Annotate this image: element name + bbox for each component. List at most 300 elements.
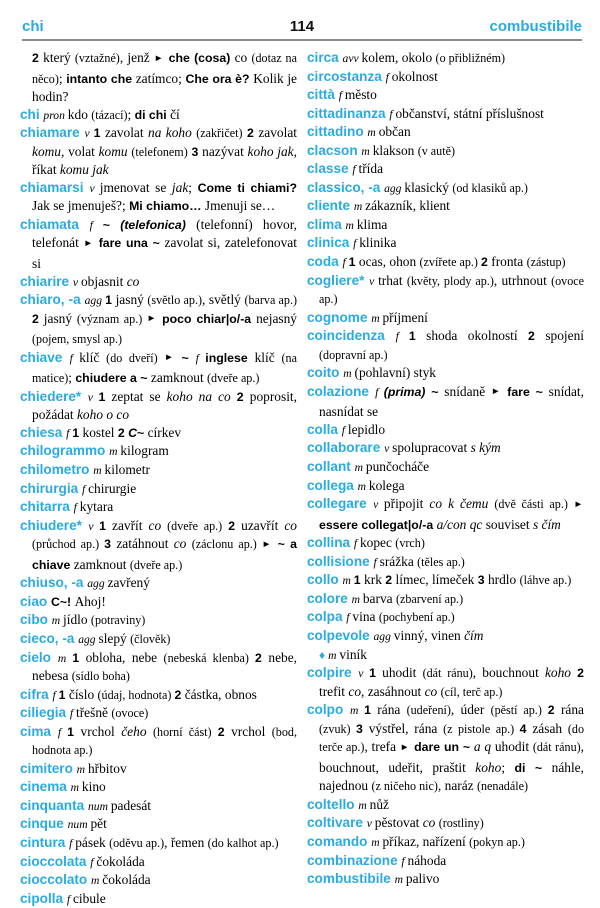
text-run: příjmení — [382, 309, 428, 325]
pos-label: m — [357, 479, 369, 493]
bold-text: 2 — [528, 329, 546, 344]
text-run: hrdlo — [487, 572, 520, 588]
dictionary-entry — [307, 458, 584, 477]
dictionary-entry — [307, 383, 584, 421]
headword: chiedere* — [20, 388, 88, 404]
text-run: zavřít — [112, 517, 149, 533]
collocation: co k čemu — [429, 496, 495, 512]
text-run: kolega — [368, 477, 405, 493]
text-run: vina — [352, 609, 379, 625]
text-run: zatímco; — [135, 70, 186, 86]
pos-label: f — [395, 330, 409, 344]
headword: chiamarsi — [20, 179, 90, 195]
text-run: Kolik je hodin? — [32, 70, 297, 105]
text-run: církev — [147, 424, 182, 440]
text-run: uzavřít — [241, 517, 285, 533]
pos-label: f — [57, 725, 68, 739]
headword: chirurgia — [20, 480, 82, 496]
text-run: jasný — [115, 292, 148, 308]
text-run: klinika — [359, 235, 397, 251]
gloss: (těles ap.) — [417, 554, 465, 569]
text-run: klasický — [404, 179, 453, 195]
headword: colpo — [307, 702, 350, 718]
dictionary-entry — [307, 495, 584, 534]
text-run: fronta — [491, 254, 527, 270]
pos-label: f — [66, 892, 73, 906]
bold-text: 1 — [408, 329, 427, 344]
headword: chiudere* — [20, 517, 89, 533]
bold-text: ~ — [431, 384, 445, 399]
text-run: výstřel, rána — [368, 720, 444, 736]
pos-label: m — [351, 592, 363, 606]
headword: comando — [307, 833, 372, 849]
pos-label: pron — [43, 108, 68, 122]
dictionary-entry — [307, 179, 584, 198]
gloss: (zbarvení ap.) — [395, 591, 464, 606]
text-run: cibule — [72, 890, 106, 906]
bold-text: 2 — [255, 650, 269, 665]
text-run: jasný — [43, 310, 77, 326]
text-run: zavolat si, zatelefonovat si — [32, 235, 297, 272]
pos-label: agg — [78, 632, 99, 646]
pos-label: f — [352, 163, 359, 177]
text-run: kilometr — [104, 462, 150, 478]
headword: chiarire — [20, 273, 73, 289]
headword: ciliegia — [20, 705, 70, 721]
text-run: jmenovat se — [99, 179, 172, 195]
pos-label: m — [51, 614, 64, 628]
dictionary-entry — [307, 309, 584, 328]
collocation: co — [422, 815, 439, 831]
pos-label: m — [367, 126, 379, 140]
bold-text: 1 — [348, 255, 359, 270]
pos-label: v — [373, 498, 384, 512]
dictionary-entry — [307, 627, 584, 664]
bold-text: 1 — [105, 293, 116, 308]
text-run: náhle, najednou — [319, 759, 584, 794]
pos-label: v — [89, 181, 100, 195]
dictionary-entry — [20, 723, 297, 760]
text-run: zavřený — [107, 575, 150, 591]
text-run: občanství, státní příslušnost — [395, 105, 544, 121]
headword: chiuso, -a — [20, 575, 88, 591]
text-run: třída — [358, 161, 384, 177]
gloss: (od klasiků ap.) — [452, 180, 528, 195]
headword: cinque — [20, 816, 68, 832]
text-run: kytara — [79, 499, 114, 515]
pos-label: f — [69, 351, 80, 365]
bold-text: 4 — [519, 721, 533, 736]
dictionary-entry — [20, 649, 297, 686]
gloss: (o přibližném) — [435, 51, 506, 65]
dictionary-entry — [20, 498, 297, 517]
gloss: (z ničeho nic) — [371, 779, 438, 794]
text-run: zamknout — [150, 370, 208, 386]
dictionary-entry — [307, 272, 584, 309]
collocation: komu jak — [59, 162, 109, 178]
headword: chiesa — [20, 424, 67, 440]
bold-text: 2 — [236, 389, 250, 404]
bold-text: poco chiar|o/-a — [157, 311, 257, 326]
dictionary-entry — [20, 890, 297, 908]
bold-text: inglese — [205, 350, 255, 365]
text-run: zavolat — [104, 125, 148, 141]
dictionary-entry — [20, 760, 297, 779]
headword: clima — [307, 216, 346, 232]
header-last-headword: combustibile — [489, 18, 583, 35]
dictionary-entry — [307, 439, 584, 458]
collocation: co — [173, 536, 192, 552]
bold-italic-text: (prima) — [383, 384, 432, 399]
bold-text: 3 — [187, 144, 203, 159]
headword: chiamata — [20, 216, 90, 232]
text-run: zatáhnout — [116, 536, 174, 552]
dictionary-entry — [307, 833, 584, 852]
text-run: nejasný — [256, 310, 297, 326]
text-run: kolem, okolo — [361, 50, 436, 65]
collocation: koho jak — [247, 143, 294, 159]
gloss: (květy, plody ap.) — [406, 273, 494, 288]
headword: chiave — [20, 349, 70, 365]
dictionary-entry — [20, 106, 297, 125]
bold-text: C~! — [50, 594, 75, 609]
gloss: (význam ap.) — [76, 311, 147, 326]
gloss: (dveře ap.) — [167, 518, 223, 533]
pos-label: f — [341, 423, 348, 437]
gloss: (člověk) — [130, 631, 171, 646]
gloss: (na matice) — [32, 350, 297, 386]
pos-label: m — [109, 445, 121, 459]
pos-label: f — [385, 70, 392, 84]
text-run: nebe, nebesa — [32, 649, 298, 684]
bold-text: essere collegat|o/-a — [319, 517, 437, 532]
arrow-icon: ► — [399, 742, 411, 753]
headword: coincidenza — [307, 328, 396, 344]
gloss: (zvuk) — [319, 721, 357, 736]
arrow-icon: ► — [573, 499, 585, 510]
text-run: srážka — [379, 553, 418, 569]
pos-label: f — [73, 501, 80, 515]
pos-label: f — [69, 707, 76, 721]
text-run: Jmenuji se… — [204, 198, 276, 214]
dictionary-entry — [20, 461, 297, 480]
headword: chilogrammo — [20, 443, 110, 459]
pos-label: f — [373, 555, 380, 569]
dictionary-entry — [20, 349, 297, 388]
text-run: čokoláda — [96, 853, 145, 869]
headword: clinica — [307, 235, 354, 251]
dictionary-entry — [307, 421, 584, 440]
text-run: zeptat se — [111, 388, 167, 404]
headword: coltello — [307, 796, 359, 812]
pos-label: f — [338, 89, 345, 103]
text-run: ; — [68, 370, 76, 386]
dictionary-entry — [307, 814, 584, 833]
text-run: , naráz — [437, 778, 477, 794]
dictionary-entry — [307, 534, 584, 553]
text-run: náhoda — [407, 852, 447, 868]
pos-label: v — [384, 442, 393, 456]
text-run: kino — [81, 779, 106, 795]
headword: combustibile — [307, 871, 395, 887]
text-run: , volat — [61, 143, 99, 159]
dictionary-entry — [20, 686, 297, 705]
bold-text: 2 — [242, 126, 259, 141]
pos-label: f — [195, 351, 206, 365]
text-run: rána — [560, 702, 584, 718]
headword: cinquanta — [20, 797, 88, 813]
pos-label: agg — [373, 629, 394, 643]
dictionary-entry — [307, 571, 584, 590]
collocation: komu — [98, 143, 132, 159]
headword: classe — [307, 161, 353, 177]
gloss: (dvě části ap.) — [494, 497, 574, 512]
bold-text: 2 — [547, 703, 561, 718]
column-left — [20, 49, 297, 908]
text-run: snídaně — [444, 383, 491, 399]
collocation: co — [424, 683, 441, 699]
gloss: (údaj, hodnota) — [97, 687, 175, 702]
bold-italic-text: (telefonica) — [120, 217, 197, 232]
bold-text: 1 — [99, 518, 113, 533]
dictionary-entry — [20, 574, 297, 593]
bold-italic-text: C — [128, 425, 137, 440]
text-run: ; — [58, 70, 67, 86]
bold-text: 3 — [104, 537, 117, 552]
pos-label: m — [345, 218, 357, 232]
headword: cibo — [20, 612, 52, 628]
collocation: čím — [464, 627, 484, 643]
gloss: (záclonu ap.) — [191, 537, 262, 552]
bold-text: intanto che — [66, 71, 136, 86]
text-run: uhodit — [382, 665, 423, 681]
dictionary-entry — [20, 853, 297, 872]
collocation: s čím — [532, 516, 561, 532]
running-header — [20, 18, 584, 39]
dictionary-entry — [307, 142, 584, 161]
pos-label: m — [91, 874, 103, 888]
gloss: (do terče ap.) — [319, 721, 584, 755]
text-run: palivo — [405, 871, 440, 887]
pos-label: agg — [87, 577, 108, 591]
bold-text: che (cosa) — [164, 51, 235, 65]
text-run: klakson — [372, 142, 418, 158]
gloss: (do kalhot ap.) — [207, 835, 279, 850]
headword: cimitero — [20, 760, 77, 776]
pos-label: m — [76, 762, 88, 776]
collocation: koho — [544, 665, 578, 681]
text-run: límec, límeček — [395, 572, 478, 588]
dictionary-entry — [20, 517, 297, 575]
headword: collo — [307, 572, 343, 588]
dictionary-entry — [20, 611, 297, 630]
bold-text: 1 — [353, 573, 365, 588]
dictionary-entry — [307, 553, 584, 572]
gloss: (zvířete ap.) — [419, 255, 481, 270]
bold-text: 2 — [174, 687, 185, 702]
dictionary-entry — [20, 834, 297, 853]
entry-continuation — [20, 49, 297, 106]
dictionary-entry — [307, 608, 584, 627]
bold-text: 2 — [222, 518, 242, 533]
pos-label: v — [87, 390, 99, 404]
pos-label: m — [361, 144, 373, 158]
gloss: (bod, hodnota ap.) — [32, 724, 297, 758]
headword: cognome — [307, 309, 372, 325]
pos-label: m — [349, 704, 365, 718]
gloss: (láhve ap.) — [519, 573, 572, 588]
dictionary-entry — [307, 664, 584, 701]
text-run: částka, obnos — [184, 686, 257, 702]
dictionary-entry — [307, 49, 584, 68]
gloss: (pochybení ap.) — [378, 610, 455, 625]
dictionary-entry — [20, 704, 297, 723]
text-run: klima — [356, 216, 388, 232]
text-run: kopec — [359, 535, 396, 551]
text-run: lepidlo — [347, 421, 386, 437]
gloss: (potraviny) — [90, 613, 146, 628]
text-run: chirurgie — [88, 480, 137, 496]
dictionary-entry — [20, 480, 297, 499]
pos-label: m — [371, 311, 383, 325]
text-run: (pohlavní) styk — [354, 365, 436, 381]
pos-label: num — [87, 799, 111, 813]
text-run: , jenž — [119, 50, 154, 65]
text-run: zákazník, klient — [365, 198, 450, 214]
dictionary-entry — [20, 273, 297, 292]
headword: collegare — [307, 496, 374, 512]
headword: combinazione — [307, 852, 402, 868]
bold-text: fare ~ — [501, 384, 549, 399]
pos-label: m — [57, 651, 73, 665]
text-columns — [20, 49, 584, 908]
text-run: ; — [501, 759, 515, 775]
gloss: (pojem, smysl ap.) — [32, 332, 123, 347]
pos-label: f — [401, 854, 408, 868]
bold-text: Mi chiamo… — [129, 199, 205, 214]
bold-text: 1 — [67, 724, 81, 739]
bold-text: ~ — [102, 217, 121, 232]
dictionary-entry — [307, 86, 584, 105]
headword: ciao — [20, 593, 51, 609]
collocation: a/con qc — [436, 516, 486, 532]
dictionary-entry — [307, 796, 584, 815]
pos-label: f — [81, 482, 89, 496]
text-run: zamknout — [73, 556, 130, 572]
text-run: který — [43, 50, 75, 65]
pos-label: f — [90, 855, 97, 869]
text-run: kdo — [67, 106, 92, 122]
pos-label: f — [66, 426, 73, 440]
pos-label: v — [369, 274, 379, 288]
gloss: (udeření) — [406, 703, 451, 718]
bold-text: 3 — [356, 721, 369, 736]
dictionary-entry — [20, 593, 297, 612]
page-number: 114 — [289, 18, 315, 35]
collocation: koho na co — [166, 388, 237, 404]
dictionary-entry — [307, 327, 584, 364]
headword: cittadinanza — [307, 105, 390, 121]
text-run: vrchol — [80, 723, 122, 739]
text-run: hřbitov — [87, 760, 127, 776]
bold-text: 2 — [480, 255, 492, 270]
gloss: (oděvu ap.) — [109, 835, 165, 850]
gloss: (telefonem) — [131, 144, 188, 159]
bold-text: Che ora è? — [185, 71, 254, 86]
header-first-headword: chi — [22, 18, 44, 35]
gloss: (z pistole ap.) — [443, 721, 520, 736]
text-run: třešně — [76, 705, 112, 721]
dictionary-entry — [307, 160, 584, 179]
headword: chiamare — [20, 125, 85, 141]
dictionary-entry — [20, 124, 297, 179]
text-run: snídat, nasnídat se — [319, 383, 584, 420]
dictionary-entry — [307, 234, 584, 253]
bold-text: 2 — [32, 311, 44, 326]
text-run: rána — [377, 702, 407, 718]
gloss: (ovoce) — [111, 706, 149, 721]
pos-label: f — [375, 385, 384, 399]
headword: cinema — [20, 779, 71, 795]
text-run: pásek — [75, 834, 110, 850]
pos-label: v — [88, 519, 100, 533]
headword: cogliere* — [307, 272, 370, 288]
text-run: kilogram — [120, 443, 169, 459]
dictionary-entry — [20, 778, 297, 797]
text-run: viník — [339, 646, 367, 662]
text-run: nůž — [369, 796, 389, 812]
collocation: co — [126, 273, 140, 289]
gloss: (dotaz na něco) — [32, 51, 297, 86]
pos-label: m — [343, 367, 355, 381]
text-run: nazývat — [202, 143, 248, 159]
dictionary-entry — [307, 105, 584, 124]
dictionary-entry — [20, 797, 297, 816]
text-run: souviset — [485, 516, 533, 532]
text-run: barva — [362, 590, 396, 606]
text-run: pěstovat — [374, 815, 423, 831]
bold-text: fare una ~ — [93, 236, 165, 251]
gloss: (barva ap.) — [244, 293, 298, 308]
dictionary-entry — [307, 477, 584, 496]
headword: cima — [20, 723, 58, 739]
gloss: (pokyn ap.) — [469, 834, 525, 849]
dictionary-entry — [307, 701, 584, 796]
bold-text: dare un ~ — [410, 740, 474, 755]
dictionary-entry — [307, 253, 584, 272]
bold-text: 2 — [577, 666, 585, 681]
headword: coda — [307, 254, 343, 270]
dictionary-entry — [307, 870, 584, 889]
collocation: koho o co — [76, 407, 130, 423]
text-run: Ahoj! — [74, 593, 106, 609]
dictionary-entry — [20, 291, 297, 349]
pos-label: v — [358, 667, 370, 681]
headword: collega — [307, 477, 358, 493]
bold-text: 3 — [477, 573, 488, 588]
pos-label: f — [342, 256, 349, 270]
pos-label: m — [93, 464, 105, 478]
headword: cittadino — [307, 124, 368, 140]
text-run: , zasáhnout — [361, 683, 425, 699]
headword: colpa — [307, 609, 347, 625]
text-run: pět — [90, 816, 107, 832]
headword: città — [307, 87, 339, 103]
dictionary-entry — [307, 852, 584, 871]
headword: cifra — [20, 686, 53, 702]
pos-label: num — [67, 818, 91, 832]
bold-text: di ~ — [514, 760, 552, 775]
